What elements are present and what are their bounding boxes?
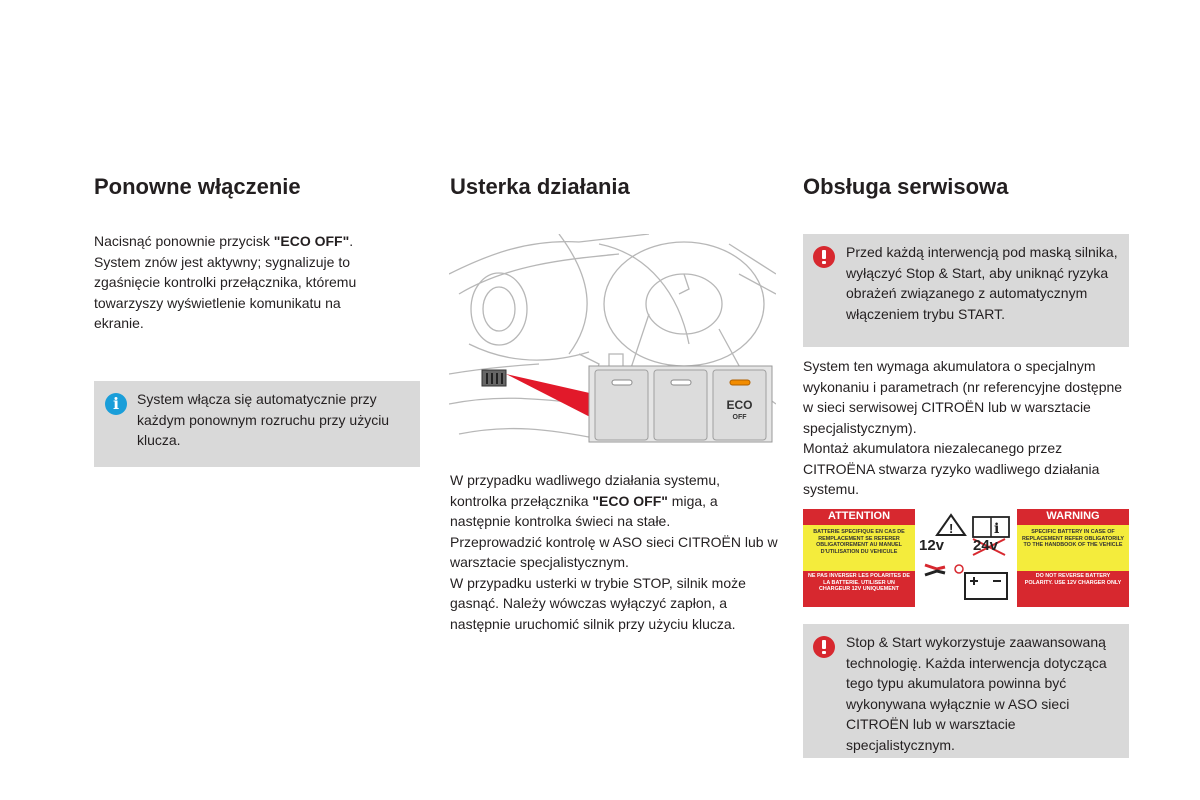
- label-center-panel: [915, 509, 1017, 607]
- heading-reactivation: Ponowne włączenie: [94, 174, 301, 199]
- battery-text: [803, 356, 1131, 500]
- malfunction-text: [450, 470, 780, 634]
- battery-symbols-icon: [915, 509, 1017, 607]
- off-label: OFF: [732, 414, 747, 421]
- warning-text-2: Stop & Start wykorzystuje zaawansowaną technologię. Każda interwencja dotycząca tego typu akumulatora powinna być wykonywana wyłącznie w ASO sieci CITROËN lub w warsztacie specjalistycznym.: [846, 634, 1107, 753]
- dashboard-illustration: [449, 234, 776, 452]
- label-24v: 24v: [973, 537, 999, 554]
- battery-warning-label: [803, 509, 1129, 607]
- label-en-2: DO NOT REVERSE BATTERY POLARITY. USE 12V CHARGER ONLY: [1024, 573, 1122, 586]
- info-icon: i: [105, 393, 127, 415]
- malfunction-p3: W przypadku usterki w trybie STOP, silnik może gasnąć. Należy wówczas wyłączyć zapłon, a następnie uruchomić silnik przy użyciu klucza.: [450, 574, 746, 632]
- label-en-1: SPECIFIC BATTERY IN CASE OF REPLACEMENT REFER OBLIGATORILY TO THE HANDBOOK OF THE VEHICLE: [1021, 529, 1125, 548]
- warning-box-2: [803, 624, 1129, 758]
- warning-box-1: [803, 234, 1129, 347]
- label-fr-2: NE PAS INVERSER LES POLARITES DE LA BATTERIE. UTILISER UN CHARGEUR 12V UNIQUEMENT: [807, 573, 911, 592]
- warning-label: WARNING: [1046, 510, 1100, 522]
- reactivation-paragraph: Nacisnąć ponownie przycisk "ECO OFF". System znów jest aktywny; sygnalizuje to zgaśnięcie kontrolki przełącznika, któremu towarzyszy wyświetlenie komunikatu na ekranie.: [94, 233, 357, 331]
- heading-service: Obsługa serwisowa: [803, 174, 1009, 199]
- eco-label: ECO: [726, 398, 753, 412]
- svg-text:i: i: [994, 521, 1000, 537]
- info-box: [94, 381, 420, 467]
- info-text: System włącza się automatycznie przy każdym ponownym rozruchu przy użyciu klucza.: [137, 391, 390, 448]
- malfunction-p1: W przypadku wadliwego działania systemu, kontrolka przełącznika "ECO OFF" miga, a następnie kontrolka świeci na stałe.: [450, 472, 721, 529]
- battery-p1: System ten wymaga akumulatora o specjalnym wykonaniu i parametrach (nr referencyjne dostępne w sieci serwisowej CITROËN lub w warsztacie specjalistycznym).: [803, 358, 1123, 436]
- label-fr-1: BATTERIE SPECIFIQUE EN CAS DE REMPLACEMENT SE REFERER OBLIGATOIREMENT AU MANUEL D'UTILISATION DU VEHICULE: [813, 529, 905, 555]
- warning-icon: [813, 246, 835, 268]
- battery-p2: Montaż akumulatora niezalecanego przez CITROËNA stwarza ryzyko wadliwego działania systemu.: [803, 440, 1100, 497]
- warning-text-1: Przed każdą interwencją pod maską silnika, wyłączyć Stop & Start, aby uniknąć ryzyka obrażeń związanego z automatycznym włączeniem trybu START.: [846, 244, 1118, 322]
- warning-icon: [813, 636, 835, 658]
- svg-text:!: !: [949, 521, 954, 536]
- heading-malfunction: Usterka działania: [450, 174, 630, 199]
- attention-label: ATTENTION: [827, 510, 891, 522]
- malfunction-p2: Przeprowadzić kontrolę w ASO sieci CITROËN lub w warsztacie specjalistycznym.: [450, 533, 778, 570]
- label-12v: 12v: [919, 537, 945, 554]
